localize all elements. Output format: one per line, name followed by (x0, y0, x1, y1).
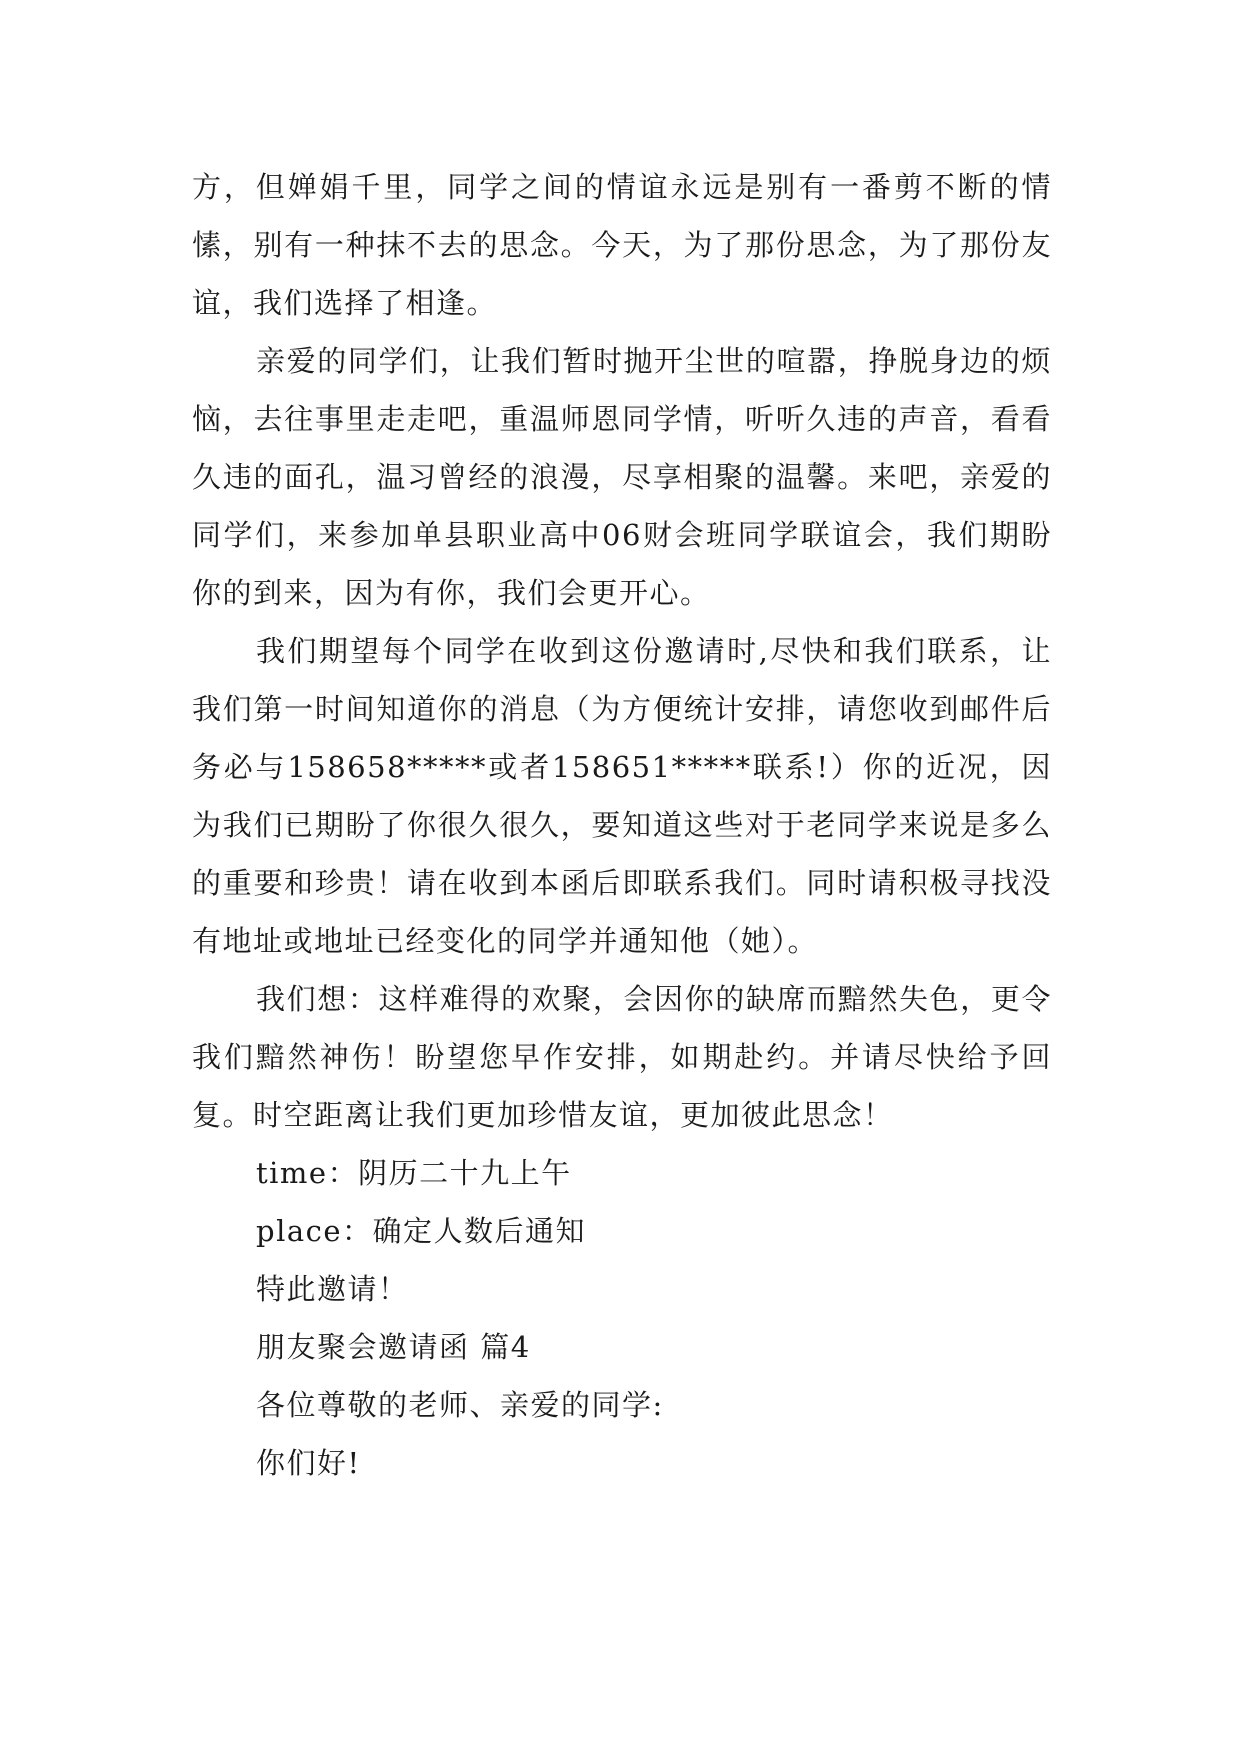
time-line: time：阴历二十九上午 (256, 1156, 572, 1190)
salutation-line: 各位尊敬的老师、亲爱的同学: (256, 1388, 664, 1422)
special-invite-line: 特此邀请！ (256, 1272, 409, 1306)
greeting-line: 你们好! (256, 1446, 361, 1480)
paragraph-contact: 我们期望每个同学在收到这份邀请时,尽快和我们联系，让我们第一时间知道你的消息（为方便统计安排，请您收到邮件后务必与158658*****或者158651*****联系!）你的近况，因为我们已期盼了你很久很久，要知道这些对于老同学来说是多么的重要和珍贵！请在收到本函后即联系我们。同时请积极寻找没有地址或地址已经变化的同学并通知他（她）。 (192, 634, 1052, 958)
paragraph-invitation: 亲爱的同学们，让我们暂时抛开尘世的喧嚣，挣脱身边的烦恼，去往事里走走吧，重温师恩同学情，听听久违的声音，看看久违的面孔，温习曾经的浪漫，尽享相聚的温馨。来吧，亲爱的同学们，来参加单县职业高中06财会班同学联谊会，我们期盼你的到来，因为有你，我们会更开心。 (192, 344, 1052, 610)
paragraph-expectation: 我们想：这样难得的欢聚，会因你的缺席而黯然失色，更令我们黯然神伤！盼望您早作安排，如期赴约。并请尽快给予回复。时空距离让我们更加珍惜友谊，更加彼此思念！ (192, 982, 1052, 1132)
paragraph-continuation: 方，但婵娟千里，同学之间的情谊永远是别有一番剪不断的情愫，别有一种抹不去的思念。今天，为了那份思念，为了那份友谊，我们选择了相逢。 (192, 170, 1052, 320)
section-heading: 朋友聚会邀请函 篇4 (256, 1330, 531, 1364)
place-line: place：确定人数后通知 (256, 1214, 587, 1248)
document-body (192, 158, 1052, 1492)
